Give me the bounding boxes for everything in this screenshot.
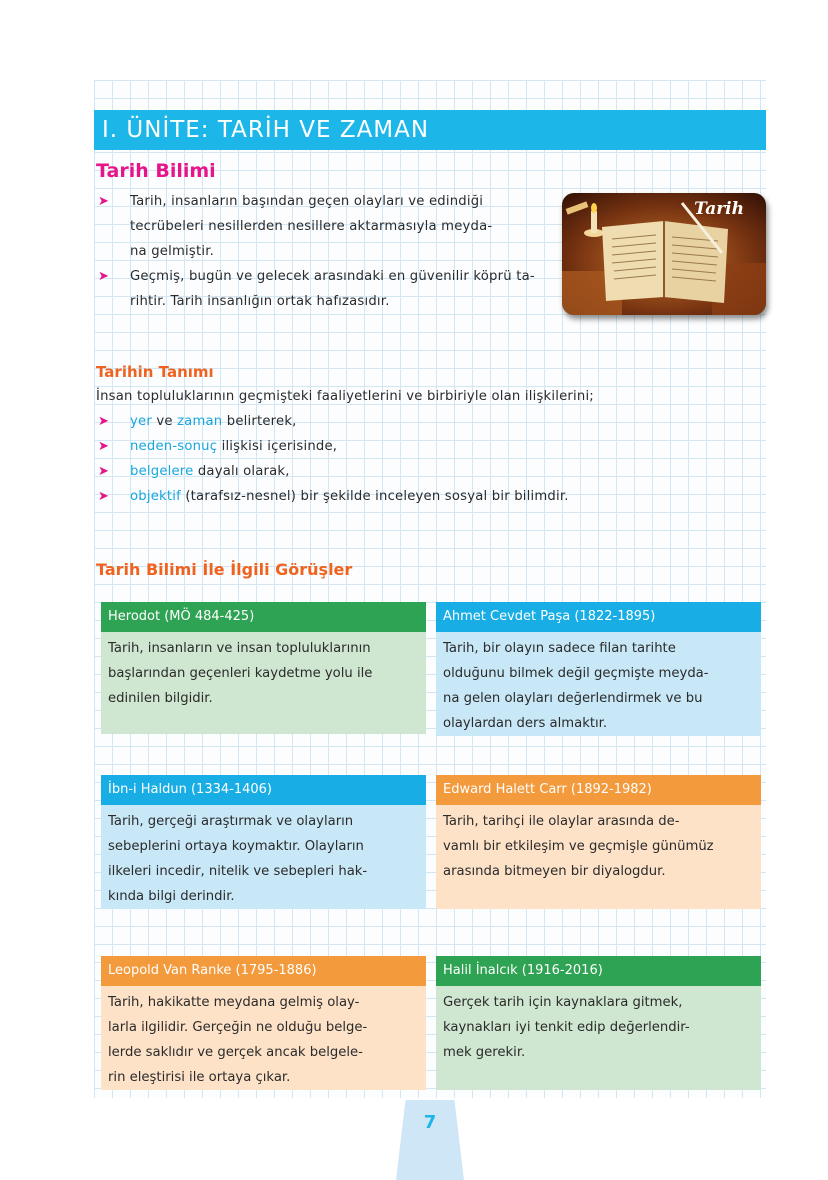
highlight-term: neden-sonuç xyxy=(130,439,218,454)
quote-card-ahmet-cevdet xyxy=(436,602,761,736)
definition-item xyxy=(96,484,766,509)
quote-card-title: Ahmet Cevdet Paşa (1822-1895) xyxy=(436,602,761,632)
quote-card-title: Leopold Van Ranke (1795-1886) xyxy=(101,956,426,986)
quote-card-ibn-haldun xyxy=(101,775,426,909)
bullet-line: na gelmiştir. xyxy=(130,244,214,259)
term-rest: dayalı olarak, xyxy=(193,464,290,479)
bullet-line: Tarih, insanların başından geçen olayları ve edindiği xyxy=(130,194,484,209)
unit-title-banner: I. ÜNİTE: TARİH VE ZAMAN xyxy=(94,110,766,150)
quote-line: olaylardan ders almaktır. xyxy=(443,716,608,731)
bullet-line: rihtir. Tarih insanlığın ortak hafızasıdır. xyxy=(130,294,390,309)
quote-line: lerde saklıdır ve gerçek ancak belgele- xyxy=(108,1045,363,1060)
highlight-term: belgelere xyxy=(130,464,194,479)
quote-line: Tarih, hakikatte meydana gelmiş olay- xyxy=(108,995,360,1010)
quote-card-title: Halil İnalcık (1916-2016) xyxy=(436,956,761,986)
quote-card-text xyxy=(101,632,426,734)
bullet-item xyxy=(96,189,566,264)
quote-card-halil-inalcik xyxy=(436,956,761,1090)
highlight-term: objektif xyxy=(130,489,181,504)
definition-intro: İnsan topluluklarının geçmişteki faaliyetlerini ve birbiriyle olan ilişkilerini; xyxy=(96,389,594,404)
quote-line: arasında bitmeyen bir diyalogdur. xyxy=(443,864,666,879)
quote-line: na gelen olayları değerlendirmek ve bu xyxy=(443,691,703,706)
quote-line: olduğunu bilmek değil geçmişte meyda- xyxy=(443,666,709,681)
quote-card-text xyxy=(436,805,761,909)
quote-line: Tarih, gerçeği araştırmak ve olayların xyxy=(108,814,354,829)
arrow-bullet-icon: ➤ xyxy=(98,414,110,429)
page-number: 7 xyxy=(423,1112,437,1133)
quote-line: mek gerekir. xyxy=(443,1045,526,1060)
arrow-bullet-icon: ➤ xyxy=(98,439,110,454)
image-label: Tarih xyxy=(694,199,744,219)
quote-card-title: İbn-i Haldun (1334-1406) xyxy=(101,775,426,805)
quote-line: Tarih, tarihçi ile olaylar arasında de- xyxy=(443,814,680,829)
quote-line: Tarih, bir olayın sadece filan tarihte xyxy=(443,641,676,656)
bullet-line: tecrübeleri nesillerden nesillere aktarmasıyla meyda- xyxy=(130,219,493,234)
definition-item xyxy=(96,459,766,484)
quote-card-title: Herodot (MÖ 484-425) xyxy=(101,602,426,632)
quote-card-text xyxy=(436,986,761,1090)
quote-card-herodot xyxy=(101,602,426,734)
arrow-bullet-icon: ➤ xyxy=(98,194,110,209)
quote-line: ilkeleri incedir, nitelik ve sebepleri hak- xyxy=(108,864,368,879)
quote-card-edward-carr xyxy=(436,775,761,909)
term-rest: belirterek, xyxy=(222,414,297,429)
quote-line: kında bilgi derindir. xyxy=(108,889,235,904)
quote-card-text xyxy=(436,632,761,736)
quote-line: kaynakları iyi tenkit edip değerlendir- xyxy=(443,1020,690,1035)
highlight-term: yer xyxy=(130,414,152,429)
arrow-bullet-icon: ➤ xyxy=(98,464,110,479)
definition-item xyxy=(96,409,766,434)
section-heading-tarih-bilimi: Tarih Bilimi xyxy=(96,160,216,182)
term-rest: ilişkisi içerisinde, xyxy=(217,439,338,454)
definition-item xyxy=(96,434,766,459)
quote-line: başlarından geçenleri kaydetme yolu ile xyxy=(108,666,373,681)
quote-line: Gerçek tarih için kaynaklara gitmek, xyxy=(443,995,683,1010)
term-connector: ve xyxy=(151,414,178,429)
quote-line: sebeplerini ortaya koymaktır. Olayların xyxy=(108,839,364,854)
history-book-image xyxy=(562,193,766,315)
quote-card-text xyxy=(101,986,426,1090)
arrow-bullet-icon: ➤ xyxy=(98,269,110,284)
arrow-bullet-icon: ➤ xyxy=(98,489,110,504)
bullet-item xyxy=(96,264,566,314)
section-heading-tarihin-tanimi: Tarihin Tanımı xyxy=(96,363,214,381)
quote-card-text xyxy=(101,805,426,909)
term-rest: (tarafsız-nesnel) bir şekilde inceleyen sosyal bir bilimdir. xyxy=(180,489,569,504)
quote-line: vamlı bir etkileşim ve geçmişle günümüz xyxy=(443,839,714,854)
quote-line: larla ilgilidir. Gerçeğin ne olduğu belge- xyxy=(108,1020,368,1035)
highlight-term: zaman xyxy=(177,414,223,429)
quote-card-title: Edward Halett Carr (1892-1982) xyxy=(436,775,761,805)
quote-line: edinilen bilgidir. xyxy=(108,691,213,706)
quote-line: rin eleştirisi ile ortaya çıkar. xyxy=(108,1070,291,1085)
tarihin-tanimi-body xyxy=(96,384,766,509)
quote-card-ranke xyxy=(101,956,426,1090)
tarih-bilimi-bullets xyxy=(96,189,566,314)
section-heading-gorusler: Tarih Bilimi İle İlgili Görüşler xyxy=(96,560,353,579)
quote-line: Tarih, insanların ve insan topluluklarının xyxy=(108,641,371,656)
bullet-line: Geçmiş, bugün ve gelecek arasındaki en güvenilir köprü ta- xyxy=(130,269,535,284)
